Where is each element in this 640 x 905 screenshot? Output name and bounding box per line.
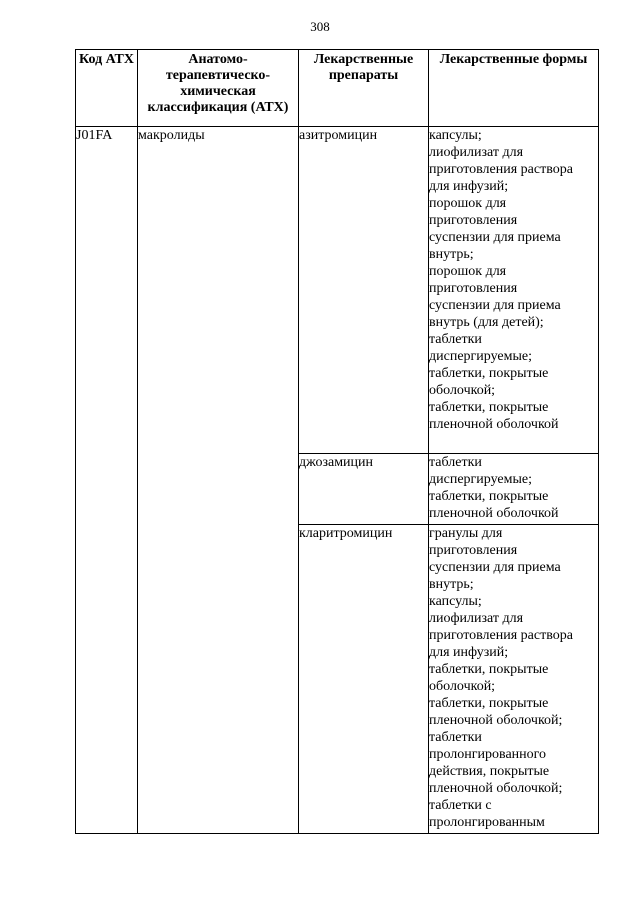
dosage-form-line: таблетки, покрытые	[429, 489, 549, 504]
dosage-form-line: таблетки, покрытые	[429, 662, 549, 677]
drug-forms-cell	[429, 127, 599, 454]
dosage-form-line: оболочкой;	[429, 383, 496, 398]
dosage-form-line: таблетки с	[429, 798, 492, 813]
dosage-form-line: таблетки, покрытые	[429, 400, 549, 415]
dosage-form-line: внутрь (для детей);	[429, 315, 544, 330]
dosage-form-line: таблетки	[429, 730, 482, 745]
dosage-form-line: лиофилизат для	[429, 611, 524, 626]
dosage-form-line: суспензии для приема	[429, 560, 561, 575]
dosage-form-line: лиофилизат для	[429, 145, 524, 160]
header-forms: Лекарственные формы	[429, 50, 599, 127]
dosage-form-line: для инфузий;	[429, 645, 509, 660]
dosage-form-line: приготовления	[429, 543, 518, 558]
drug-name-cell: джозамицин	[299, 454, 429, 525]
dosage-form-line: для инфузий;	[429, 179, 509, 194]
dosage-form-line: гранулы для	[429, 526, 503, 541]
dosage-form-line: таблетки	[429, 455, 482, 470]
dosage-form-line: порошок для	[429, 196, 507, 211]
dosage-form-line: порошок для	[429, 264, 507, 279]
dosage-form-line: действия, покрытые	[429, 764, 550, 779]
dosage-form-line: пленочной оболочкой;	[429, 713, 563, 728]
dosage-form-line: внутрь;	[429, 577, 474, 592]
header-classification: Анатомо-терапевтическо-химическая классификация (АТХ)	[138, 50, 299, 127]
drug-forms-cell	[429, 525, 599, 834]
header-code: Код АТХ	[76, 50, 138, 127]
drug-name-cell: кларитромицин	[299, 525, 429, 834]
table-header-row	[76, 50, 599, 127]
dosage-form-line: приготовления	[429, 281, 518, 296]
atx-classification-cell: макролиды	[138, 127, 299, 834]
table-row	[76, 127, 599, 454]
dosage-form-line: таблетки	[429, 332, 482, 347]
dosage-form-line: пленочной оболочкой	[429, 417, 559, 432]
dosage-form-line: пленочной оболочкой;	[429, 781, 563, 796]
dosage-form-line: капсулы;	[429, 594, 482, 609]
drug-name-cell: азитромицин	[299, 127, 429, 454]
dosage-form-line: пролонгированным	[429, 815, 545, 830]
page-number: 308	[310, 19, 330, 34]
dosage-form-line: оболочкой;	[429, 679, 496, 694]
drug-forms-cell	[429, 454, 599, 525]
dosage-form-line: диспергируемые;	[429, 472, 532, 487]
atx-code-cell: J01FA	[76, 127, 138, 834]
dosage-form-line: суспензии для приема	[429, 298, 561, 313]
dosage-form-line: приготовления	[429, 213, 518, 228]
dosage-form-line: суспензии для приема	[429, 230, 561, 245]
header-drugs: Лекарственные препараты	[299, 50, 429, 127]
dosage-form-line: приготовления раствора	[429, 162, 573, 177]
dosage-form-line: пролонгированного	[429, 747, 547, 762]
dosage-form-line: пленочной оболочкой	[429, 506, 559, 521]
atx-table	[75, 49, 599, 834]
dosage-form-line: внутрь;	[429, 247, 474, 262]
dosage-form-line: приготовления раствора	[429, 628, 573, 643]
dosage-form-line: диспергируемые;	[429, 349, 532, 364]
dosage-form-line: капсулы;	[429, 128, 482, 143]
dosage-form-line: таблетки, покрытые	[429, 366, 549, 381]
dosage-form-line: таблетки, покрытые	[429, 696, 549, 711]
